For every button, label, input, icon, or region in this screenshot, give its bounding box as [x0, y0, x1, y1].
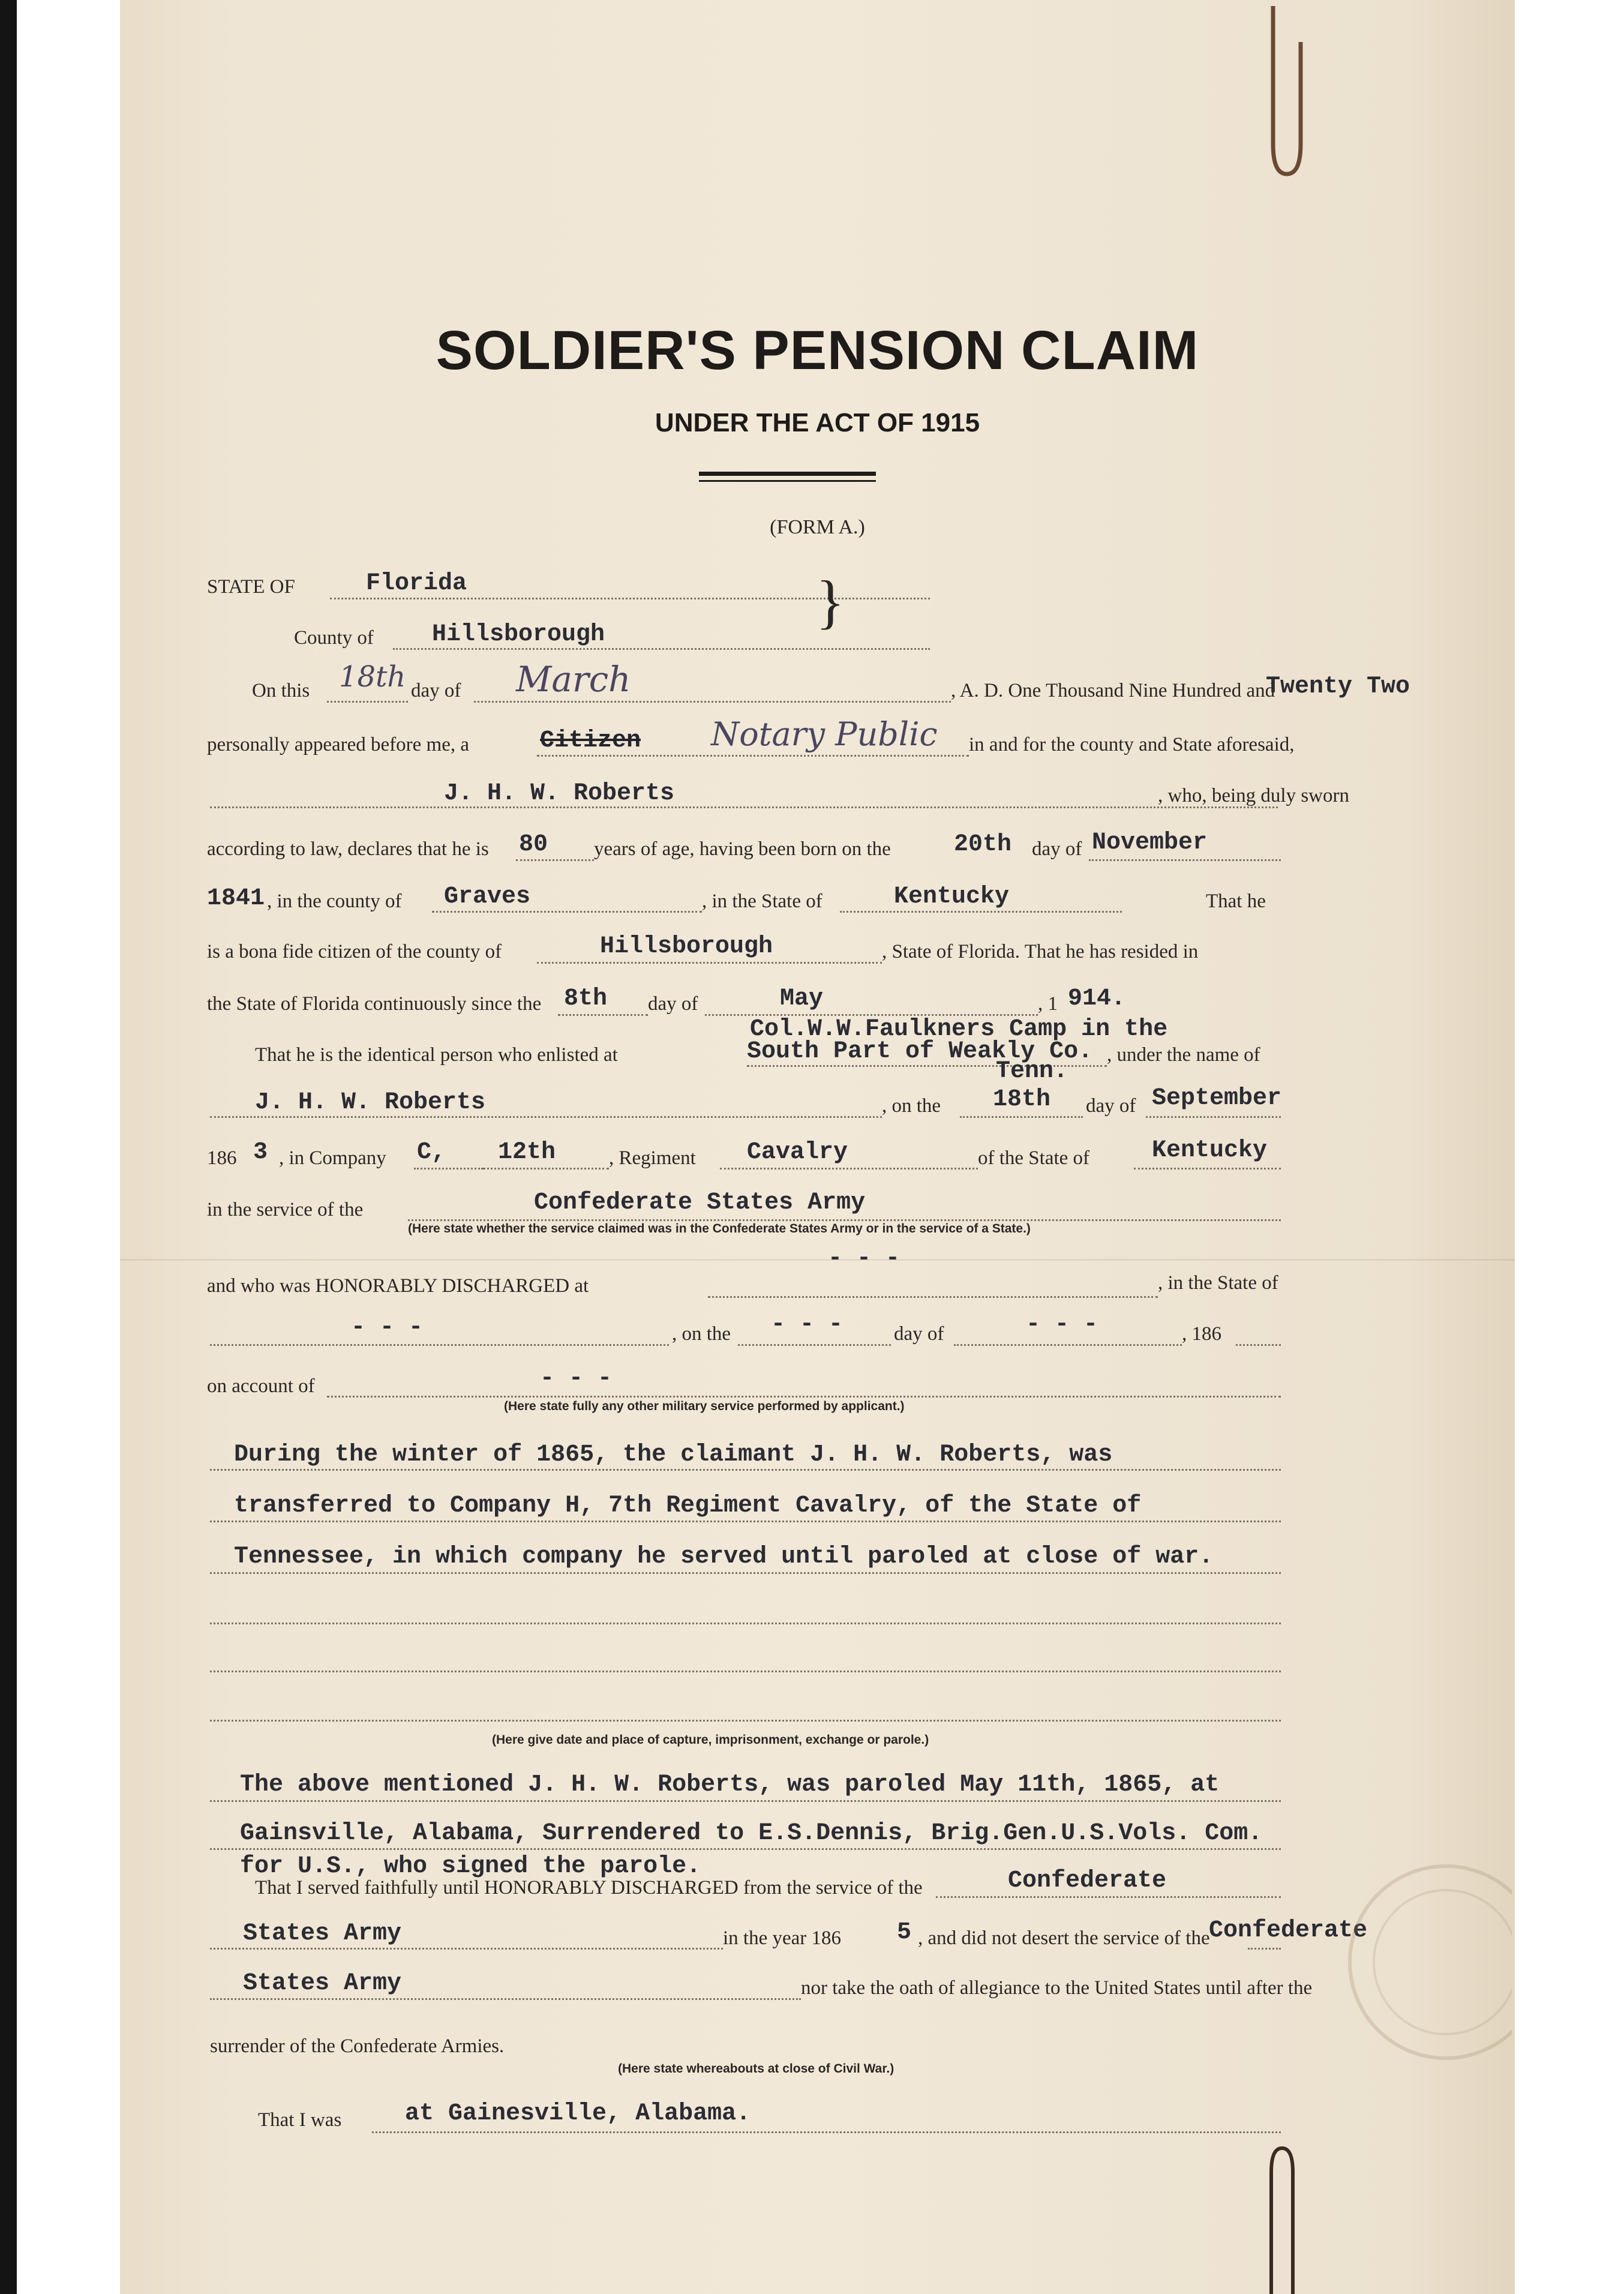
service2-name: Confederate	[1209, 1917, 1368, 1944]
officer-line	[537, 755, 969, 757]
state-value: Florida	[366, 570, 467, 597]
regiment-label: , Regiment	[609, 1147, 696, 1169]
header-rule	[699, 472, 876, 476]
narrative-line	[210, 1623, 1281, 1624]
birth-day: 20th	[954, 831, 1012, 858]
paper-clip-icon	[1260, 6, 1308, 186]
enlist-year-prefix: 186	[207, 1147, 237, 1169]
branch-value: Cavalry	[747, 1139, 848, 1166]
page-subtitle: UNDER THE ACT OF 1915	[655, 408, 980, 437]
enlist-day: 18th	[993, 1086, 1051, 1113]
birth-state-label: , in the State of	[702, 890, 822, 912]
on-account-label: on account of	[207, 1375, 315, 1397]
other-service-line2: transferred to Company H, 7th Regiment Cavalry, of the State of	[234, 1492, 1142, 1519]
discharge-day-of-label: day of	[894, 1323, 944, 1345]
county-label: County of	[294, 627, 374, 649]
pension-claim-document	[120, 0, 1515, 2294]
that-he-label: That he	[1206, 890, 1266, 912]
appeared-label: personally appeared before me, a	[207, 734, 470, 755]
discharge-state-line	[210, 1344, 669, 1346]
regiment-number: 12th	[498, 1139, 556, 1166]
enlist-year-digit: 3	[253, 1139, 268, 1166]
day-of-label: day of	[411, 680, 461, 701]
parole-line2: Gainsville, Alabama, Surrendered to E.S.Dennis, Brig.Gen.U.S.Vols. Com.	[240, 1820, 1263, 1847]
other-service-line3: Tennessee, in which company he served until paroled at close of war.	[234, 1543, 1214, 1570]
service1-name: Confederate	[1008, 1867, 1167, 1894]
residence-county: Hillsborough	[600, 933, 773, 960]
duly-sworn-label: , who, being duly sworn	[1158, 785, 1349, 806]
of-state-label: of the State of	[978, 1147, 1090, 1169]
service1-name-cont: States Army	[243, 1920, 402, 1947]
appearance-year-words: Twenty Two	[1266, 673, 1410, 700]
company-label: , in Company	[279, 1147, 386, 1169]
age-line	[516, 859, 594, 861]
service2-name-cont: States Army	[243, 1970, 402, 1997]
struck-title: Citizen	[540, 727, 641, 754]
birth-day-of-label: day of	[1032, 838, 1082, 860]
discharge-state: - - -	[351, 1314, 424, 1341]
birth-county-line	[432, 911, 702, 913]
ad-text: , A. D. One Thousand Nine Hundred and	[951, 680, 1275, 701]
enlist-day-of-label: day of	[1086, 1095, 1136, 1117]
service-line	[408, 1219, 1281, 1221]
company-value: C,	[417, 1139, 446, 1166]
county-line	[393, 648, 930, 650]
resided-label: , State of Florida. That he has resided in	[882, 941, 1199, 962]
enlist-state-line	[1134, 1168, 1281, 1170]
under-name-label: , under the name of	[1107, 1044, 1260, 1066]
service-label: in the service of the	[207, 1199, 364, 1221]
resid-day-of-label: day of	[648, 993, 698, 1015]
discharge-place: - - -	[828, 1245, 900, 1272]
in-year-label: in the year 186	[723, 1927, 842, 1949]
appearance-month: March	[516, 659, 631, 700]
years-label: years of age, having been born on the	[594, 838, 891, 860]
whereabouts-value: at Gainesville, Alabama.	[405, 2100, 751, 2127]
birth-county: Graves	[444, 883, 531, 910]
other-service-line1: During the winter of 1865, the claimant J. H. W. Roberts, was	[234, 1441, 1113, 1468]
day-line	[327, 701, 408, 703]
birth-month-line	[1089, 859, 1281, 861]
surrender-text: surrender of the Confederate Armies.	[210, 2035, 505, 2057]
header-rule	[699, 480, 876, 482]
enlist-month: September	[1152, 1085, 1282, 1112]
parole-line1: The above mentioned J. H. W. Roberts, was paroled May 11th, 1865, at	[240, 1771, 1220, 1798]
discharge-year-line	[1236, 1344, 1281, 1346]
embossed-seal	[1332, 1854, 1512, 2070]
company-line	[414, 1168, 483, 1170]
service1-line	[936, 1896, 1281, 1898]
enlist-place-line2: South Part of Weakly Co.	[747, 1038, 1093, 1065]
discharge-day: - - -	[771, 1311, 843, 1338]
birth-state-line	[840, 911, 1122, 913]
residence-county-line	[537, 962, 882, 964]
discharge-place-line	[708, 1296, 1158, 1298]
enlist-day-line	[960, 1116, 1083, 1118]
desert-label: , and did not desert the service of the	[918, 1927, 1210, 1949]
bona-fide-label: is a bona fide citizen of the county of	[207, 941, 502, 962]
age-value: 80	[519, 831, 548, 858]
discharge-state-label: , in the State of	[1158, 1272, 1278, 1294]
identical-label: That he is the identical person who enlisted at	[255, 1044, 618, 1066]
enlist-on-label: , on the	[882, 1095, 941, 1117]
narrative-line	[210, 1720, 1281, 1722]
enlist-month-line	[1146, 1116, 1281, 1118]
parole-line	[210, 1800, 1281, 1802]
month-line	[474, 701, 951, 703]
discharge-on-label: , on the	[672, 1323, 731, 1345]
discharge-reason: - - -	[540, 1365, 613, 1392]
served-label: That I served faithfully until HONORABLY DISCHARGED from the service of the	[255, 1877, 923, 1899]
service1b-line	[210, 1948, 723, 1950]
in-and-for-label: in and for the county and State aforesaid,	[969, 734, 1295, 755]
residence-year: 914.	[1068, 985, 1126, 1012]
enlist-place-line1: Col.W.W.Faulkners Camp in the	[750, 1016, 1168, 1043]
scan-left-edge	[0, 0, 17, 2294]
birth-state: Kentucky	[894, 883, 1010, 910]
service-year-digit: 5	[897, 1919, 912, 1946]
regiment-no-line	[483, 1168, 609, 1170]
enlist-place-line3: Tenn.	[996, 1058, 1068, 1085]
claimant-name: J. H. W. Roberts	[444, 780, 675, 807]
parole-line3: for U.S., who signed the parole.	[240, 1853, 701, 1880]
service2-line	[1248, 1948, 1281, 1950]
discharge-month: - - -	[1026, 1311, 1098, 1338]
narrative-line	[210, 1521, 1281, 1522]
oath-label: nor take the oath of allegiance to the United States until after the	[801, 1977, 1313, 1999]
enlist-name: J. H. W. Roberts	[255, 1089, 486, 1116]
page-title: SOLDIER'S PENSION CLAIM	[436, 320, 1199, 381]
on-this-label: On this	[252, 680, 310, 701]
declares-label: according to law, declares that he is	[207, 838, 489, 860]
narrative-line	[210, 1469, 1281, 1471]
on-account-line	[327, 1396, 1281, 1398]
narrative-line	[210, 1572, 1281, 1574]
venue-brace: }	[816, 568, 845, 635]
service2b-line	[210, 1998, 801, 2000]
service-note: (Here state whether the service claimed was in the Confederate States Army or in the service of a State.)	[408, 1222, 1031, 1236]
discharge-day-line	[738, 1344, 891, 1346]
paper-clip-icon	[1263, 2145, 1299, 2294]
residence-month: May	[780, 985, 824, 1012]
appearance-day: 18th	[339, 660, 406, 694]
birth-county-label: , in the county of	[267, 890, 402, 912]
enlist-state: Kentucky	[1152, 1137, 1268, 1164]
resid-day-line	[558, 1014, 648, 1016]
officer-title: Notary Public	[711, 715, 938, 753]
claimant-line	[210, 806, 1278, 808]
state-label: STATE OF	[207, 576, 295, 598]
capture-note: (Here give date and place of capture, imprisonment, exchange or parole.)	[492, 1733, 929, 1747]
residence-day: 8th	[564, 985, 608, 1012]
that-i-was-label: That I was	[258, 2109, 342, 2131]
narrative-line	[210, 1671, 1281, 1672]
whereabouts-line	[372, 2131, 1281, 2133]
form-label: (FORM A.)	[770, 516, 865, 538]
enlist-name-line	[210, 1116, 882, 1118]
birth-month: November	[1092, 829, 1208, 856]
paper-fold-line	[120, 1259, 1515, 1261]
birth-year: 1841	[207, 885, 265, 912]
whereabouts-note: (Here state whereabouts at close of Civil War.)	[618, 2062, 894, 2076]
resid-year-prefix: , 1	[1038, 993, 1058, 1015]
service-value: Confederate States Army	[534, 1189, 866, 1216]
discharged-label: and who was HONORABLY DISCHARGED at	[207, 1275, 589, 1297]
discharge-month-line	[954, 1344, 1182, 1346]
parole-line	[210, 1848, 1281, 1850]
continuously-label: the State of Florida continuously since the	[207, 993, 542, 1015]
county-value: Hillsborough	[432, 621, 605, 648]
branch-line	[720, 1168, 978, 1170]
other-service-note: (Here state fully any other military service performed by applicant.)	[504, 1399, 905, 1413]
discharge-year-prefix: , 186	[1182, 1323, 1221, 1345]
